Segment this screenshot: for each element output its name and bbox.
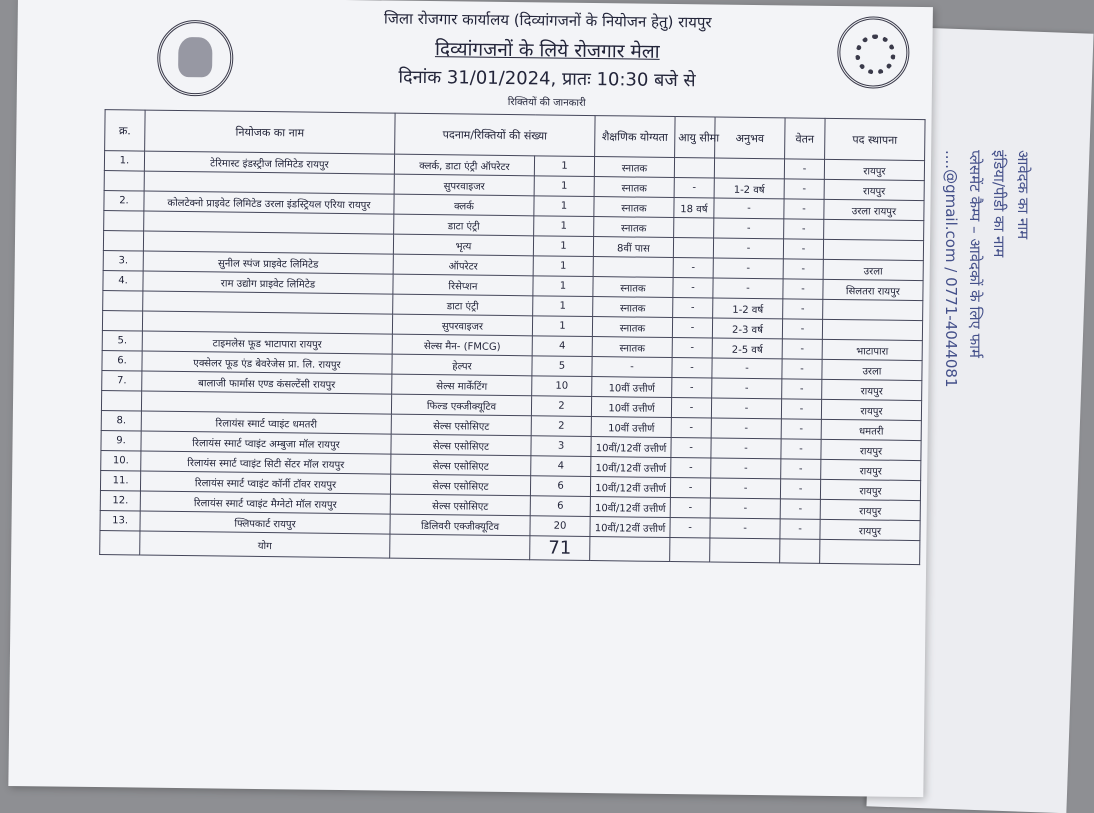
total-label: योग (140, 531, 390, 558)
row-post: सुपरवाइजर (394, 174, 534, 196)
row-qualification: स्नातक (593, 277, 673, 298)
row-experience: - (712, 378, 782, 399)
row-qualification: 10वीं/12वीं उत्तीर्ण (590, 497, 670, 518)
row-post: भृत्य (393, 234, 533, 256)
row-experience: - (710, 498, 780, 519)
row-qualification: 10वीं/12वीं उत्तीर्ण (590, 477, 670, 498)
row-count: 1 (533, 296, 593, 317)
col-location: पद स्थापना (825, 118, 925, 160)
row-sn: 13. (100, 511, 140, 531)
row-salary: - (784, 179, 824, 199)
side-note-line: ....@gmail.com / 0771-4044081 (942, 150, 960, 388)
row-employer: रिलायंस स्मार्ट प्वाइंट मैग्नेटो मॉल रायपुर (140, 491, 390, 514)
row-location: उरला रायपुर (824, 199, 924, 220)
row-count: 6 (530, 496, 590, 517)
row-experience: 2-5 वर्ष (712, 338, 782, 359)
row-salary: - (780, 519, 820, 539)
row-location (822, 319, 922, 340)
table-subtitle: रिक्तियों की जानकारी (507, 96, 586, 109)
row-post: सेल्स एसोसिएट (391, 434, 531, 456)
row-age (674, 158, 714, 178)
row-post: सेल्स मार्केटिंग (392, 374, 532, 396)
row-employer: टेरिमास्ट इंडस्ट्रीज लिमिटेड रायपुर (144, 151, 394, 174)
row-salary: - (782, 359, 822, 379)
row-post: क्लर्क (394, 194, 534, 216)
row-experience: 1-2 वर्ष (713, 298, 783, 319)
row-qualification: स्नातक (594, 177, 674, 198)
row-salary: - (780, 479, 820, 499)
row-post: सेल्स एसोसिएट (391, 414, 531, 436)
row-sn: 5. (102, 331, 142, 351)
col-age: आयु सीमा (675, 117, 715, 158)
row-sn: 6. (102, 351, 142, 371)
row-employer: रिलायंस स्मार्ट प्वाइंट धमतरी (141, 411, 391, 434)
department-seal-icon (837, 16, 910, 89)
row-age: - (672, 378, 712, 398)
row-qualification: स्नातक (594, 157, 674, 178)
row-count: 2 (531, 416, 591, 437)
col-sn: क्र. (105, 110, 145, 151)
row-location: उरला (822, 359, 922, 380)
row-age: - (670, 478, 710, 498)
row-employer: सुनील स्पंज प्राइवेट लिमिटेड (143, 251, 393, 274)
row-sn: 2. (104, 191, 144, 211)
row-experience: - (714, 198, 784, 219)
row-location: धमतरी (821, 419, 921, 440)
row-post: डाटा एंट्री (394, 214, 534, 236)
row-age: - (674, 178, 714, 198)
row-salary: - (782, 339, 822, 359)
row-count: 1 (532, 316, 592, 337)
row-experience: 1-2 वर्ष (714, 178, 784, 199)
row-count: 1 (534, 216, 594, 237)
row-age: - (673, 278, 713, 298)
row-post: फिल्ड एक्जीक्यूटिव (391, 394, 531, 416)
row-count: 3 (531, 436, 591, 457)
row-qualification: स्नातक (592, 337, 672, 358)
col-salary: वेतन (785, 118, 825, 159)
row-employer: रिलायंस स्मार्ट प्वाइंट कॉर्नी टॉवर रायपुर (140, 471, 390, 494)
row-employer: रिलायंस स्मार्ट प्वाइंट सिटी सेंटर मॉल रायपुर (141, 451, 391, 474)
row-location (823, 299, 923, 320)
row-experience: - (710, 518, 780, 539)
row-salary: - (781, 459, 821, 479)
row-age: - (671, 398, 711, 418)
row-salary: - (781, 399, 821, 419)
row-age: - (672, 318, 712, 338)
row-salary: - (781, 439, 821, 459)
row-experience: - (711, 398, 781, 419)
row-age: - (673, 298, 713, 318)
col-qualification: शैक्षणिक योग्यता (595, 116, 675, 158)
row-sn: 4. (103, 271, 143, 291)
row-sn: 3. (103, 251, 143, 271)
row-count: 4 (531, 456, 591, 477)
row-sn: 8. (101, 411, 141, 431)
row-count: 4 (532, 336, 592, 357)
side-page-text (942, 150, 1035, 710)
row-experience: - (712, 358, 782, 379)
row-age: - (673, 258, 713, 278)
row-count: 1 (534, 156, 594, 177)
row-experience: - (711, 418, 781, 439)
row-qualification: 10वीं/12वीं उत्तीर्ण (591, 457, 671, 478)
row-employer: कोलटेक्नो प्राइवेट लिमिटेड उरला इंडस्ट्रियल एरिया रायपुर (144, 191, 394, 214)
row-count: 2 (531, 396, 591, 417)
row-sn (103, 291, 143, 311)
document-sheet (8, 0, 933, 797)
row-sn (102, 311, 142, 331)
row-salary: - (781, 419, 821, 439)
row-experience: - (713, 238, 783, 259)
row-employer: टाइमलेस फूड भाटापारा रायपुर (142, 331, 392, 354)
row-qualification: स्नातक (594, 197, 674, 218)
row-salary: - (782, 379, 822, 399)
col-employer: नियोजक का नाम (145, 110, 395, 154)
row-location: सिलतरा रायपुर (823, 279, 923, 300)
row-employer: फ्लिपकार्ट रायपुर (140, 511, 390, 534)
row-qualification: 10वीं/12वीं उत्तीर्ण (590, 517, 670, 538)
row-location (824, 219, 924, 240)
row-count: 5 (532, 356, 592, 377)
row-age: - (670, 498, 710, 518)
row-age: - (671, 438, 711, 458)
row-post: सेल्स एसोसिएट (390, 474, 530, 496)
row-salary: - (780, 499, 820, 519)
government-emblem-icon (157, 20, 234, 97)
row-count: 1 (534, 196, 594, 217)
side-note-line: आवेदक का नाम (1014, 150, 1032, 240)
row-post: डिलिवरी एक्जीक्यूटिव (390, 514, 530, 536)
row-qualification: 10वीं/12वीं उत्तीर्ण (591, 437, 671, 458)
row-post: हेल्पर (392, 354, 532, 376)
row-count: 20 (530, 516, 590, 537)
row-experience: - (710, 478, 780, 499)
office-name: जिला रोजगार कार्यालय (दिव्यांगजनों के नियोजन हेतु) रायपुर (383, 9, 712, 32)
row-salary: - (783, 259, 823, 279)
row-location: रायपुर (821, 399, 921, 420)
row-qualification: 8वीं पास (593, 237, 673, 258)
row-location: भाटापारा (822, 339, 922, 360)
row-sn: 10. (101, 451, 141, 471)
row-age: 18 वर्ष (674, 198, 714, 218)
row-employer: राम उद्योग प्राइवेट लिमिटेड (143, 271, 393, 294)
side-note-line: प्लेसमेंट कैम्प – आवेदकों के लिए फार्म (966, 150, 984, 358)
row-experience: - (711, 458, 781, 479)
row-employer: बालाजी फार्मास एण्ड कंसल्टेंसी रायपुर (142, 371, 392, 394)
row-location: रायपुर (824, 159, 924, 180)
row-age (673, 238, 713, 258)
row-post: क्लर्क, डाटा एंट्री ऑपरेटर (394, 154, 534, 176)
row-location: रायपुर (824, 179, 924, 200)
row-experience (714, 158, 784, 179)
row-count: 6 (530, 476, 590, 497)
side-note-line: इंडिया/पीडी का नाम (990, 150, 1008, 258)
row-qualification: स्नातक (593, 297, 673, 318)
row-sn: 9. (101, 431, 141, 451)
row-sn: 11. (100, 471, 140, 491)
row-experience: 2-3 वर्ष (712, 318, 782, 339)
row-count: 1 (533, 256, 593, 277)
row-experience: - (711, 438, 781, 459)
row-sn (103, 231, 143, 251)
row-salary: - (784, 159, 824, 179)
row-location: उरला (823, 259, 923, 280)
row-sn (101, 391, 141, 411)
row-experience: - (714, 218, 784, 239)
row-qualification: 10वीं उत्तीर्ण (591, 417, 671, 438)
row-post: रिसेप्शन (393, 274, 533, 296)
row-experience: - (713, 258, 783, 279)
total-value: 71 (530, 536, 590, 561)
row-location: रायपुर (821, 439, 921, 460)
row-count: 10 (532, 376, 592, 397)
row-qualification (593, 257, 673, 278)
row-salary: - (783, 239, 823, 259)
row-location: रायपुर (820, 499, 920, 520)
row-salary: - (784, 199, 824, 219)
row-location: रायपुर (820, 479, 920, 500)
col-experience: अनुभव (715, 117, 785, 159)
row-experience: - (713, 278, 783, 299)
col-post-count: पदनाम/रिक्तियों की संख्या (395, 113, 595, 156)
row-salary: - (783, 299, 823, 319)
row-qualification: - (592, 357, 672, 378)
row-age: - (671, 458, 711, 478)
row-qualification: 10वीं उत्तीर्ण (592, 377, 672, 398)
row-count: 1 (534, 176, 594, 197)
row-qualification: स्नातक (592, 317, 672, 338)
row-location: रायपुर (821, 459, 921, 480)
row-post: सेल्स मैन- (FMCG) (392, 334, 532, 356)
row-age (674, 218, 714, 238)
row-salary: - (783, 279, 823, 299)
row-count: 1 (533, 236, 593, 257)
row-post: सेल्स एसोसिएट (391, 454, 531, 476)
row-sn: 7. (102, 371, 142, 391)
row-age: - (670, 518, 710, 538)
document-title: दिव्यांगजनों के लिये रोजगार मेला (434, 38, 660, 63)
row-sn: 1. (104, 151, 144, 171)
row-age: - (672, 338, 712, 358)
row-qualification: 10वीं उत्तीर्ण (591, 397, 671, 418)
event-date: दिनांक 31/01/2024, प्रातः 10:30 बजे से (398, 66, 696, 92)
row-location: रायपुर (822, 379, 922, 400)
row-post: डाटा एंट्री (393, 294, 533, 316)
row-age: - (672, 358, 712, 378)
row-qualification: स्नातक (594, 217, 674, 238)
row-post: ऑपरेटर (393, 254, 533, 276)
row-count: 1 (533, 276, 593, 297)
row-post: सुपरवाइजर (392, 314, 532, 336)
row-sn: 12. (100, 491, 140, 511)
row-salary: - (782, 319, 822, 339)
row-age: - (671, 418, 711, 438)
row-location: रायपुर (820, 519, 920, 540)
row-location (823, 239, 923, 260)
row-salary: - (784, 219, 824, 239)
row-employer: एक्सेलर फूड एंड बेवरेजेस प्रा. लि. रायपुर (142, 351, 392, 374)
row-sn (104, 211, 144, 231)
row-post: सेल्स एसोसिएट (390, 494, 530, 516)
row-sn (104, 171, 144, 191)
vacancy-table (99, 109, 925, 565)
row-employer: रिलायंस स्मार्ट प्वाइंट अम्बुजा मॉल रायपुर (141, 431, 391, 454)
